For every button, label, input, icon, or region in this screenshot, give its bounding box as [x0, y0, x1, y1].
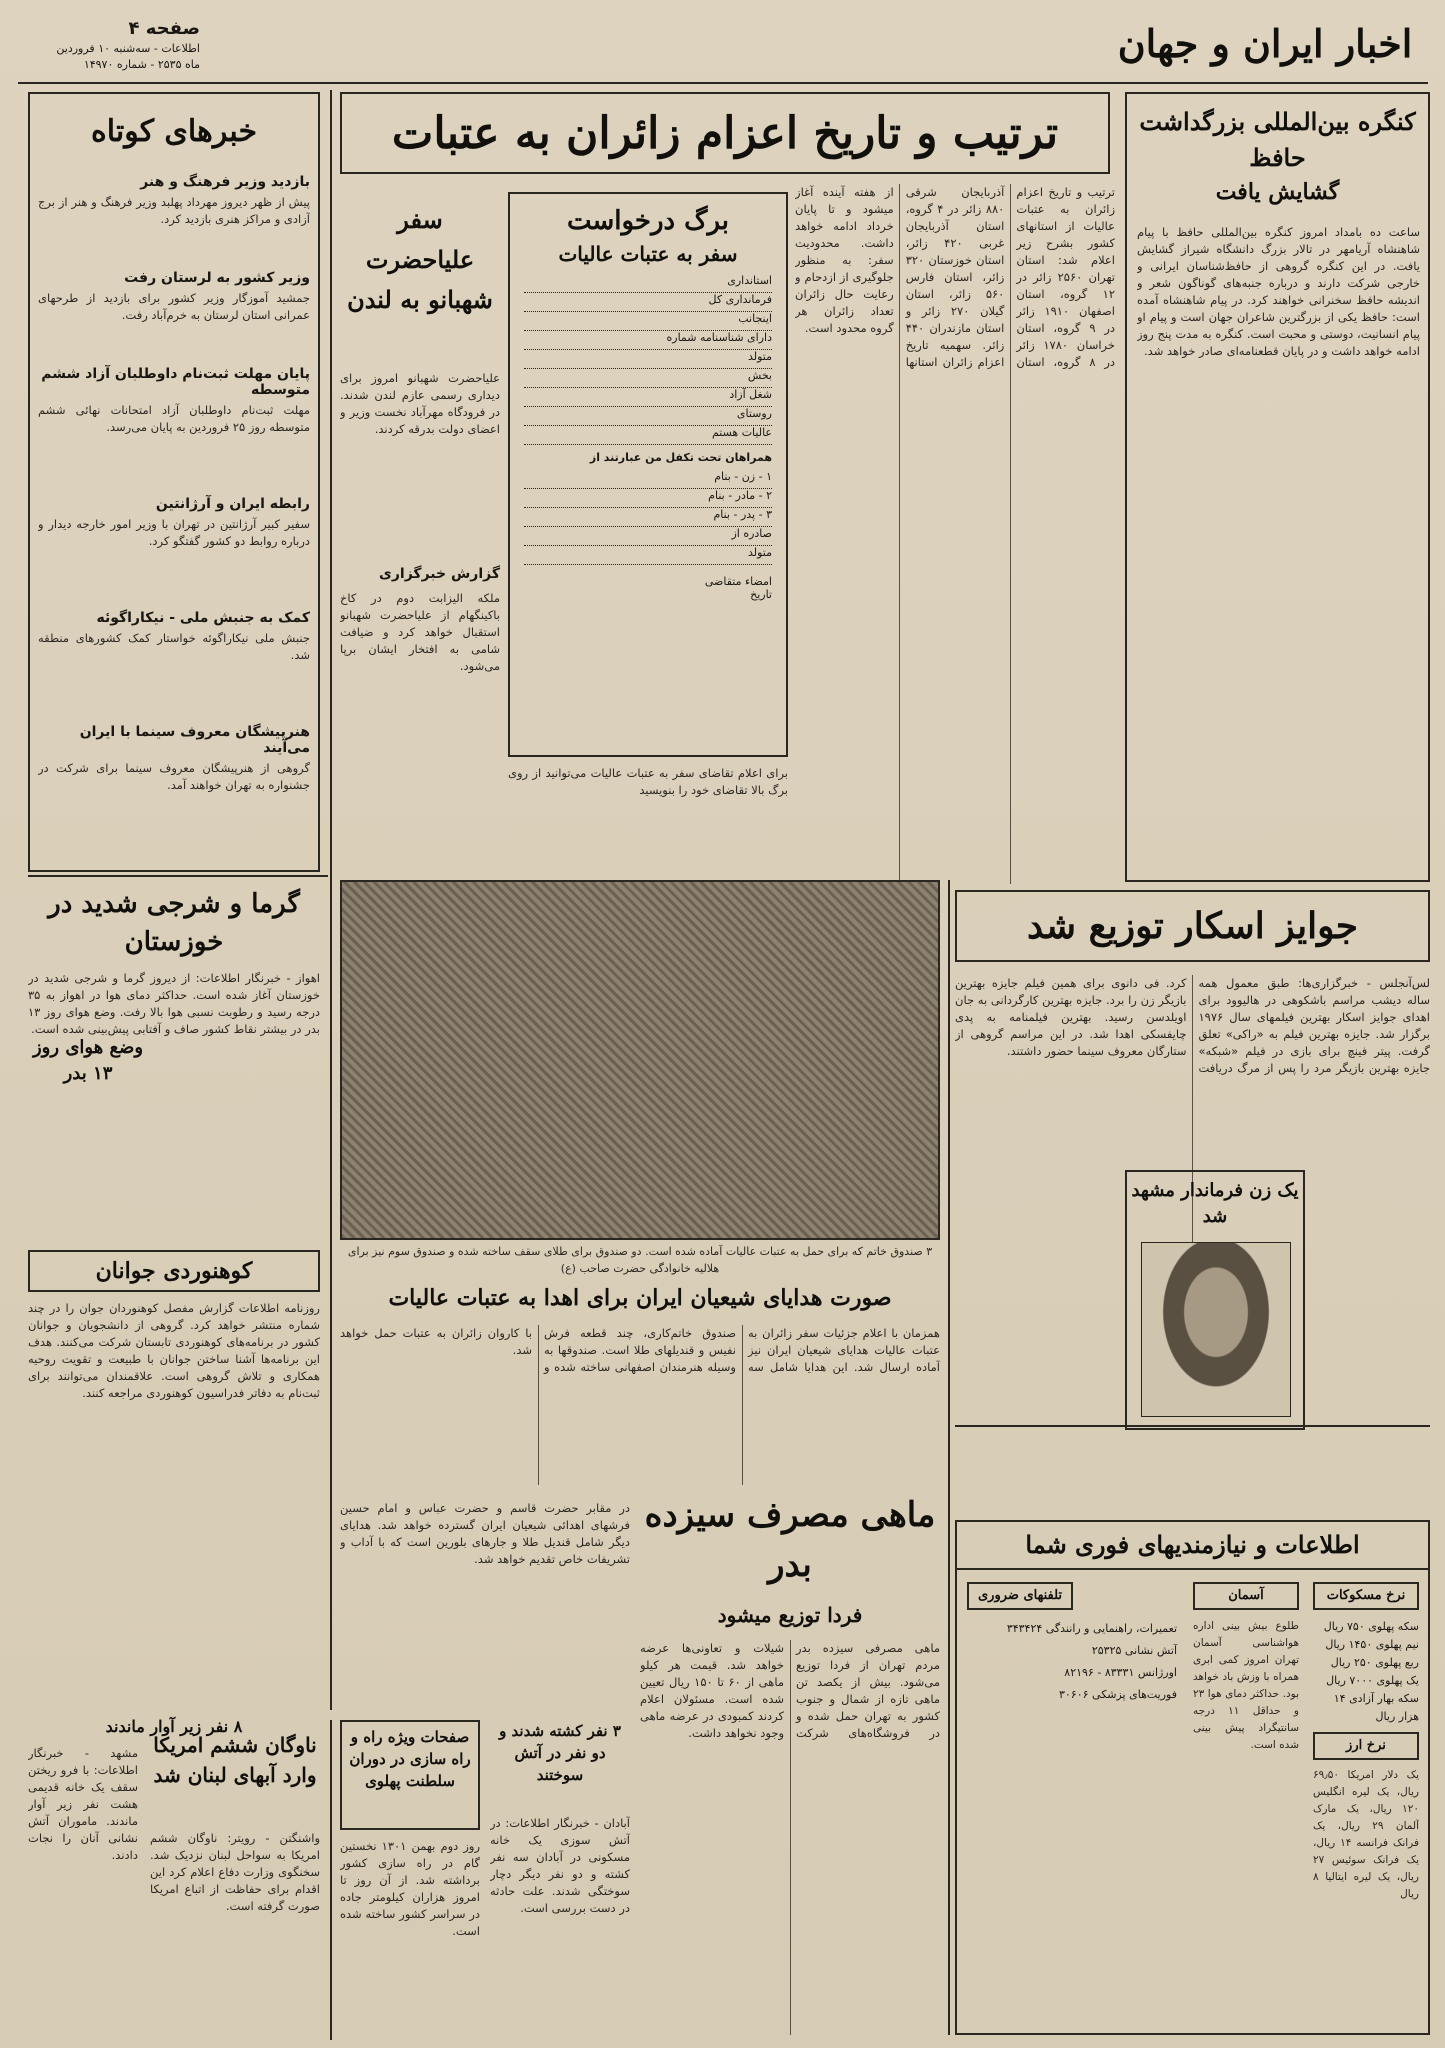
coin-rates-title: نرخ مسکوکات: [1326, 1588, 1406, 1603]
form-field: اینجانب: [524, 312, 772, 331]
row-rule: [955, 1425, 1430, 1427]
short-news-item: رابطه ایران و آرژانتین: [155, 496, 310, 512]
form-title: برگ درخواست: [566, 206, 730, 236]
form-subtitle: سفر به عتبات عالیات: [558, 242, 738, 266]
coin-rate: سکه بهار آزادی ۱۴ هزار ریال: [1333, 1692, 1419, 1723]
photo-caption: ۳ صندوق خاتم که برای حمل به عتبات عالیات آماده شده است. دو صندوق برای طلای سقف ساخته شده و صندوق سوم نیز برای هلالیه خانوادگی حضرت صاحب (ع): [347, 1245, 933, 1275]
row-rule: [28, 875, 328, 877]
hafez-headline: کنگره بین‌المللی بزرگداشت حافظ: [1139, 107, 1416, 172]
coin-rate: ربع پهلوی ۲۵۰ ریال: [1330, 1656, 1419, 1669]
governor-portrait: [1141, 1242, 1291, 1417]
currency-header: [1313, 1732, 1419, 1760]
gifts-body-2: در مقابر حضرت قاسم و حضرت عباس و امام حسین فرشهای اهدائی شیعیان ایران گسترده خواهد شد. هدایای دیگر شامل قندیل طلا و جارهای بلورین است که با آداب و تشریفات خاص تقدیم خواهد شد.: [340, 1501, 630, 1566]
sky-title: آسمان: [1228, 1588, 1264, 1603]
form-date: تاریخ: [750, 588, 772, 601]
climbing-headline-box: [28, 1250, 320, 1292]
short-news-title: خبرهای کوتاه: [90, 114, 258, 149]
governor-headline: یک زن فرماندار مشهد شد: [1131, 1180, 1299, 1227]
short-news-item: پایان مهلت ثبت‌نام داوطلبان آزاد ششم متوسطه: [41, 366, 310, 398]
short-news-box: [28, 92, 320, 872]
hafez-subhead: گشایش یافت: [1215, 179, 1340, 205]
form-field: ۱ - زن - بنام: [524, 470, 772, 489]
classifieds-box: [955, 1520, 1430, 2035]
governor-box: [1125, 1170, 1305, 1430]
form-field: شغل آزاد: [524, 388, 772, 407]
column-rule: [948, 880, 950, 2035]
column-rule: [330, 90, 332, 1710]
form-caption: برای اعلام تقاضای سفر به عتبات عالیات می‌توانید از روی برگ بالا تقاضای خود را بنویسید: [508, 766, 788, 797]
short-news-body: سفیر کبیر آرژانتین در تهران با وزیر امور خارجه دیدار و درباره روابط دو کشور گفتگو کرد.: [38, 517, 310, 548]
pahlavi-headline: صفحات ویژه راه و راه سازی در دوران سلطنت پهلوی: [349, 1728, 471, 1790]
lead-headline-box: [340, 92, 1110, 174]
short-news-body: گروهی از هنرپیشگان معروف سینما برای شرکت در جشنواره به تهران خواهند آمد.: [38, 761, 310, 792]
short-news-item: بازدید وزیر فرهنگ و هنر: [140, 174, 310, 190]
coin-rate: نیم پهلوی ۱۴۵۰ ریال: [1325, 1638, 1419, 1651]
phones-list: [967, 1618, 1177, 1706]
sky-body: طلوع بیش بینی اداره هواشناسی آسمان تهران امروز کمی ابری همراه با وزش باد خواهد بود. حداکثر دمای هوا ۲۳ و حداقل ۱۱ درجه سانتیگراد پیش بینی شده است.: [1193, 1620, 1299, 1751]
climbing-body: روزنامه اطلاعات گزارش مفصل کوهنوردان جوان را در چند شماره منتشر خواهد کرد. گروهی از دانشجویان و جوانان کشور در برنامه‌های کوهنوردی تابستان شرکت می‌کنند. هدف این برنامه‌ها آشنا ساختن جوانان با طبیعت و تقویت روحیه همکاری و تلاش گروهی است. علاقمندان می‌توانند برای ثبت‌نام به دفاتر فدراسیون کوهنوردی مراجعه کنند.: [28, 1301, 320, 1400]
coin-rates-list: [1313, 1618, 1419, 1726]
form-field: دارای شناسنامه شماره: [524, 331, 772, 350]
weather-headline: گرما و شرجی شدید در خوزستان: [48, 889, 300, 957]
form-fields: [510, 266, 786, 609]
coin-rate: یک پهلوی ۷۰۰۰ ریال: [1326, 1674, 1419, 1687]
arrests-body: مشهد - خبرنگار اطلاعات: با فرو ریختن سقف یک خانه قدیمی هشت نفر زیر آوار ماندند. ماموران آتش نشانی آنان را نجات دادند.: [28, 1746, 138, 1862]
phone-entry: تعمیرات، راهنمایی و رانندگی ۳۴۳۴۲۴: [1006, 1622, 1177, 1635]
queen-byline: گزارش خبرگزاری: [379, 566, 500, 582]
gifts-headline: صورت هدایای شیعیان ایران برای اهدا به عتبات عالیات: [388, 1285, 892, 1311]
arrests-headline: ۸ نفر زیر آوار ماندند: [105, 1717, 243, 1736]
phones-title: تلفنهای ضروری: [977, 1588, 1063, 1603]
short-news-item: هنرپیشگان معروف سینما با ایران می‌آیند: [79, 724, 310, 756]
fish-subhead: فردا توزیع میشود: [717, 1603, 863, 1627]
lead-headline: ترتیب و تاریخ اعزام زائران به عتبات: [391, 108, 1059, 159]
short-news-body: جمشید آموزگار وزیر کشور برای بازدید از طرحهای عمرانی استان لرستان به خرم‌آباد رفت.: [38, 291, 310, 322]
coin-rates-header: [1313, 1582, 1419, 1610]
pahlavi-body: روز دوم بهمن ۱۳۰۱ نخستین گام در راه سازی کشور برداشته شد. از آن روز تا امروز هزاران کیلومتر جاده در سراسر کشور ساخته شده است.: [340, 1839, 480, 1938]
masthead-rule: [18, 82, 1428, 84]
queen-body-2: ملکه الیزابت دوم در کاخ باکینگهام از علیاحضرت شهبانو استقبال خواهد کرد و ضیافت شامی به افتخار ایشان برپا می‌شود.: [340, 591, 500, 673]
short-news-body: مهلت ثبت‌نام داوطلبان آزاد امتحانات نهائی ششم متوسطه روز ۲۵ فروردین به پایان می‌رسد.: [38, 403, 310, 434]
dateline: اطلاعات - سه‌شنبه ۱۰ فروردین: [56, 42, 200, 55]
currency-title: نرخ ارز: [1346, 1738, 1386, 1753]
coin-rate: سکه پهلوی ۷۵۰ ریال: [1323, 1620, 1419, 1633]
currency-list: یک دلار امریکا ۶۹٫۵۰ ریال، یک لیره انگلیس ۱۲۰ ریال، یک مارک آلمان ۲۹ ریال، یک فرانک فرانسه ۱۴ ریال، یک فرانک سوئیس ۲۷ ریال، یک لیره ایتالیا ۸ ریال: [1313, 1769, 1419, 1900]
fleet-body: واشنگتن - رویتر: ناوگان ششم امریکا به سواحل لبنان نزدیک شد. سخنگوی وزارت دفاع اعلام کرد این اقدام برای حفاظت از اتباع امریکا صورت گرفته است.: [150, 1831, 320, 1913]
pahlavi-box: [340, 1720, 480, 1830]
phones-header: [967, 1582, 1073, 1610]
form-field: بخش: [524, 369, 772, 388]
fire-headline: ۳ نفر کشته شدند و دو نفر در آتش سوختند: [499, 1722, 621, 1784]
form-field: ۲ - مادر - بنام: [524, 489, 772, 508]
shrine-boxes-photo: [340, 880, 940, 1240]
form-field: استانداری: [524, 274, 772, 293]
application-form: [508, 192, 788, 757]
sky-header: [1193, 1582, 1299, 1610]
form-field: عالیات هستم: [524, 426, 772, 445]
lead-story-body: ترتیب و تاریخ اعزام زائران به عتبات عالیات از استانهای کشور بشرح زیر اعلام شد: استان تهران ۲۵۶۰ زائر در ۱۲ گروه، استان اصفهان ۱۹۱۰ زائر در ۹ گروه، استان خراسان ۱۷۸۰ زائر در ۸ گروه، استان آذربایجان شرقی ۸۸۰ زائر در ۴ گروه، استان آذربایجان غربی ۴۲۰ زائر، استان خوزستان ۳۲۰ زائر، استان فارس ۵۶۰ زائر، استان گیلان ۲۷۰ زائر و استان مازندران ۴۴۰ زائر. سهمیه تاریخ اعزام زائران استانها از هفته آینده آغاز میشود و تا پایان خرداد ادامه خواهد داشت. محدودیت سفر: به منظور جلوگیری از ازدحام و رعایت حال زائران تعداد زائران هر گروه محدود است.: [795, 185, 1115, 369]
form-field: متولد: [524, 546, 772, 565]
form-signature: امضاء متقاضی: [704, 575, 772, 588]
fish-headline: ماهی مصرف سیزده بدر: [644, 1495, 936, 1585]
form-field: روستای: [524, 407, 772, 426]
form-field: صادره از: [524, 527, 772, 546]
short-news-item: کمک به جنبش ملی - نیکاراگوئه: [96, 610, 310, 626]
fish-body: ماهی مصرفی سیزده بدر مردم تهران از فردا توزیع می‌شود. بیش از یکصد تن ماهی تازه از شمال و جنوب کشور به تهران حمل شده و در فروشگاه‌های شرکت شیلات و تعاونی‌ها عرضه خواهد شد. قیمت هر کیلو ماهی از ۶۰ تا ۱۵۰ ریال تعیین شده است. مسئولان اعلام کردند کمبودی در عرضه ماهی وجود نخواهد داشت.: [640, 1641, 940, 1740]
climbing-headline: کوهنوردی جوانان: [95, 1258, 253, 1284]
fleet-headline: ناوگان ششم امریکا وارد آبهای لبنان شد: [153, 1733, 317, 1787]
oscar-body: لس‌آنجلس - خبرگزاری‌ها: طبق معمول همه ساله دیشب مراسم باشکوهی در هالیوود برای اهدای جوایز اسکار بهترین فیلمهای سال ۱۹۷۶ برگزار شد. جایزه بهترین فیلم به «راکی» تعلق گرفت. پیتر فینچ برای بازی در فیلم «شبکه» جایزه بهترین بازیگر مرد را پس از مرگ دریافت کرد. فی دانوی برای همین فیلم جایزه بهترین بازیگر زن را برد. جایزه بهترین کارگردانی به جان اویلدسن رسید. بهترین فیلمنامه به پدی چایفسکی اهدا شد. در این مراسم گروهی از ستارگان معروف سینما حضور داشتند.: [955, 976, 1430, 1075]
form-field: متولد: [524, 350, 772, 369]
column-rule: [330, 1720, 332, 2040]
short-news-body: پیش از ظهر دیروز مهرداد پهلبد وزیر فرهنگ و هنر از برج آزادی و مراکز هنری بازدید کرد.: [38, 195, 310, 226]
form-section: همراهان تحت تکفل من عبارتند از: [589, 451, 772, 464]
hafez-body: ساعت ده بامداد امروز کنگره بین‌المللی حافظ با پیام شاهنشاه آریامهر در تالار بزرگ دانشگاه شیراز گشایش یافت. در این کنگره گروهی از حافظ‌شناسان ایرانی و خارجی شرکت دارند و درباره جنبه‌های گوناگون شعر و اندیشه حافظ سخنرانی خواهند کرد. در پیام شاهنشاه آمده است: حافظ یکی از بزرگترین شاعران جهان است و پیام او پیام انسانیت، دوستی و محبت است. کنگره به مدت پنج روز ادامه خواهد داشت و در پایان قطعنامه‌ای صادر خواهد شد.: [1137, 225, 1420, 358]
queen-headline: سفر علیاحضرت شهبانو به لندن: [347, 205, 493, 314]
queen-body: علیاحضرت شهبانو امروز برای دیداری رسمی عازم لندن شدند. در فرودگاه مهرآباد نخست وزیر و اعضای دولت بدرقه کردند.: [340, 371, 500, 436]
weather-body: اهواز - خبرنگار اطلاعات: از دیروز گرما و شرجی شدید در خوزستان آغاز شده است. حداکثر دمای هوا در اهواز به ۳۵ درجه رسید و رطوبت نسبی هوا بالا رفت. وضع هوای روز ۱۳ بدر در بیشتر نقاط کشور صاف و آفتابی پیش‌بینی شده است.: [28, 971, 320, 1036]
form-field: ۳ - پدر - بنام: [524, 508, 772, 527]
fire-body: آبادان - خبرنگار اطلاعات: در آتش سوزی یک خانه مسکونی در آبادان سه نفر کشته و دو نفر دیگر دچار سوختگی شدند. علت حادثه در دست بررسی است.: [490, 1816, 630, 1915]
short-news-item: وزیر کشور به لرستان رفت: [124, 270, 310, 286]
section-title: اخبار ایران و جهان: [1117, 21, 1413, 66]
phone-entry: آتش نشانی ۲۵۳۲۵: [1091, 1644, 1177, 1657]
page-number: صفحه ۴: [128, 18, 200, 39]
weather-subhead: وضع هوای روز ۱۳ بدر: [32, 1037, 144, 1084]
gifts-body: همزمان با اعلام جزئیات سفر زائران به عتبات عالیات هدایای شیعیان ایران نیز آماده ارسال شد. این هدایا شامل سه صندوق خاتم‌کاری، چند قطعه فرش نفیس و قندیلهای طلا است. صندوقها به وسیله هنرمندان اصفهانی ساخته شده و با کاروان زائران به عتبات حمل خواهد شد.: [340, 1326, 940, 1374]
issue-number: ماه ۲۵۳۵ - شماره ۱۴۹۷۰: [83, 58, 200, 71]
oscar-headline-box: [955, 890, 1430, 962]
classifieds-title: اطلاعات و نیازمندیهای فوری شما: [957, 1522, 1428, 1570]
form-field: فرمانداری کل: [524, 293, 772, 312]
short-news-body: جنبش ملی نیکاراگوئه خواستار کمک کشورهای منطقه شد.: [38, 631, 310, 662]
oscar-headline: جوایز اسکار توزیع شد: [1027, 905, 1358, 947]
hafez-congress-box: [1125, 92, 1430, 882]
phone-entry: فوریت‌های پزشکی ۳۰۶۰۶: [1058, 1688, 1177, 1701]
phone-entry: اورژانس ۸۳۳۳۱ - ۸۲۱۹۶: [1064, 1666, 1177, 1679]
